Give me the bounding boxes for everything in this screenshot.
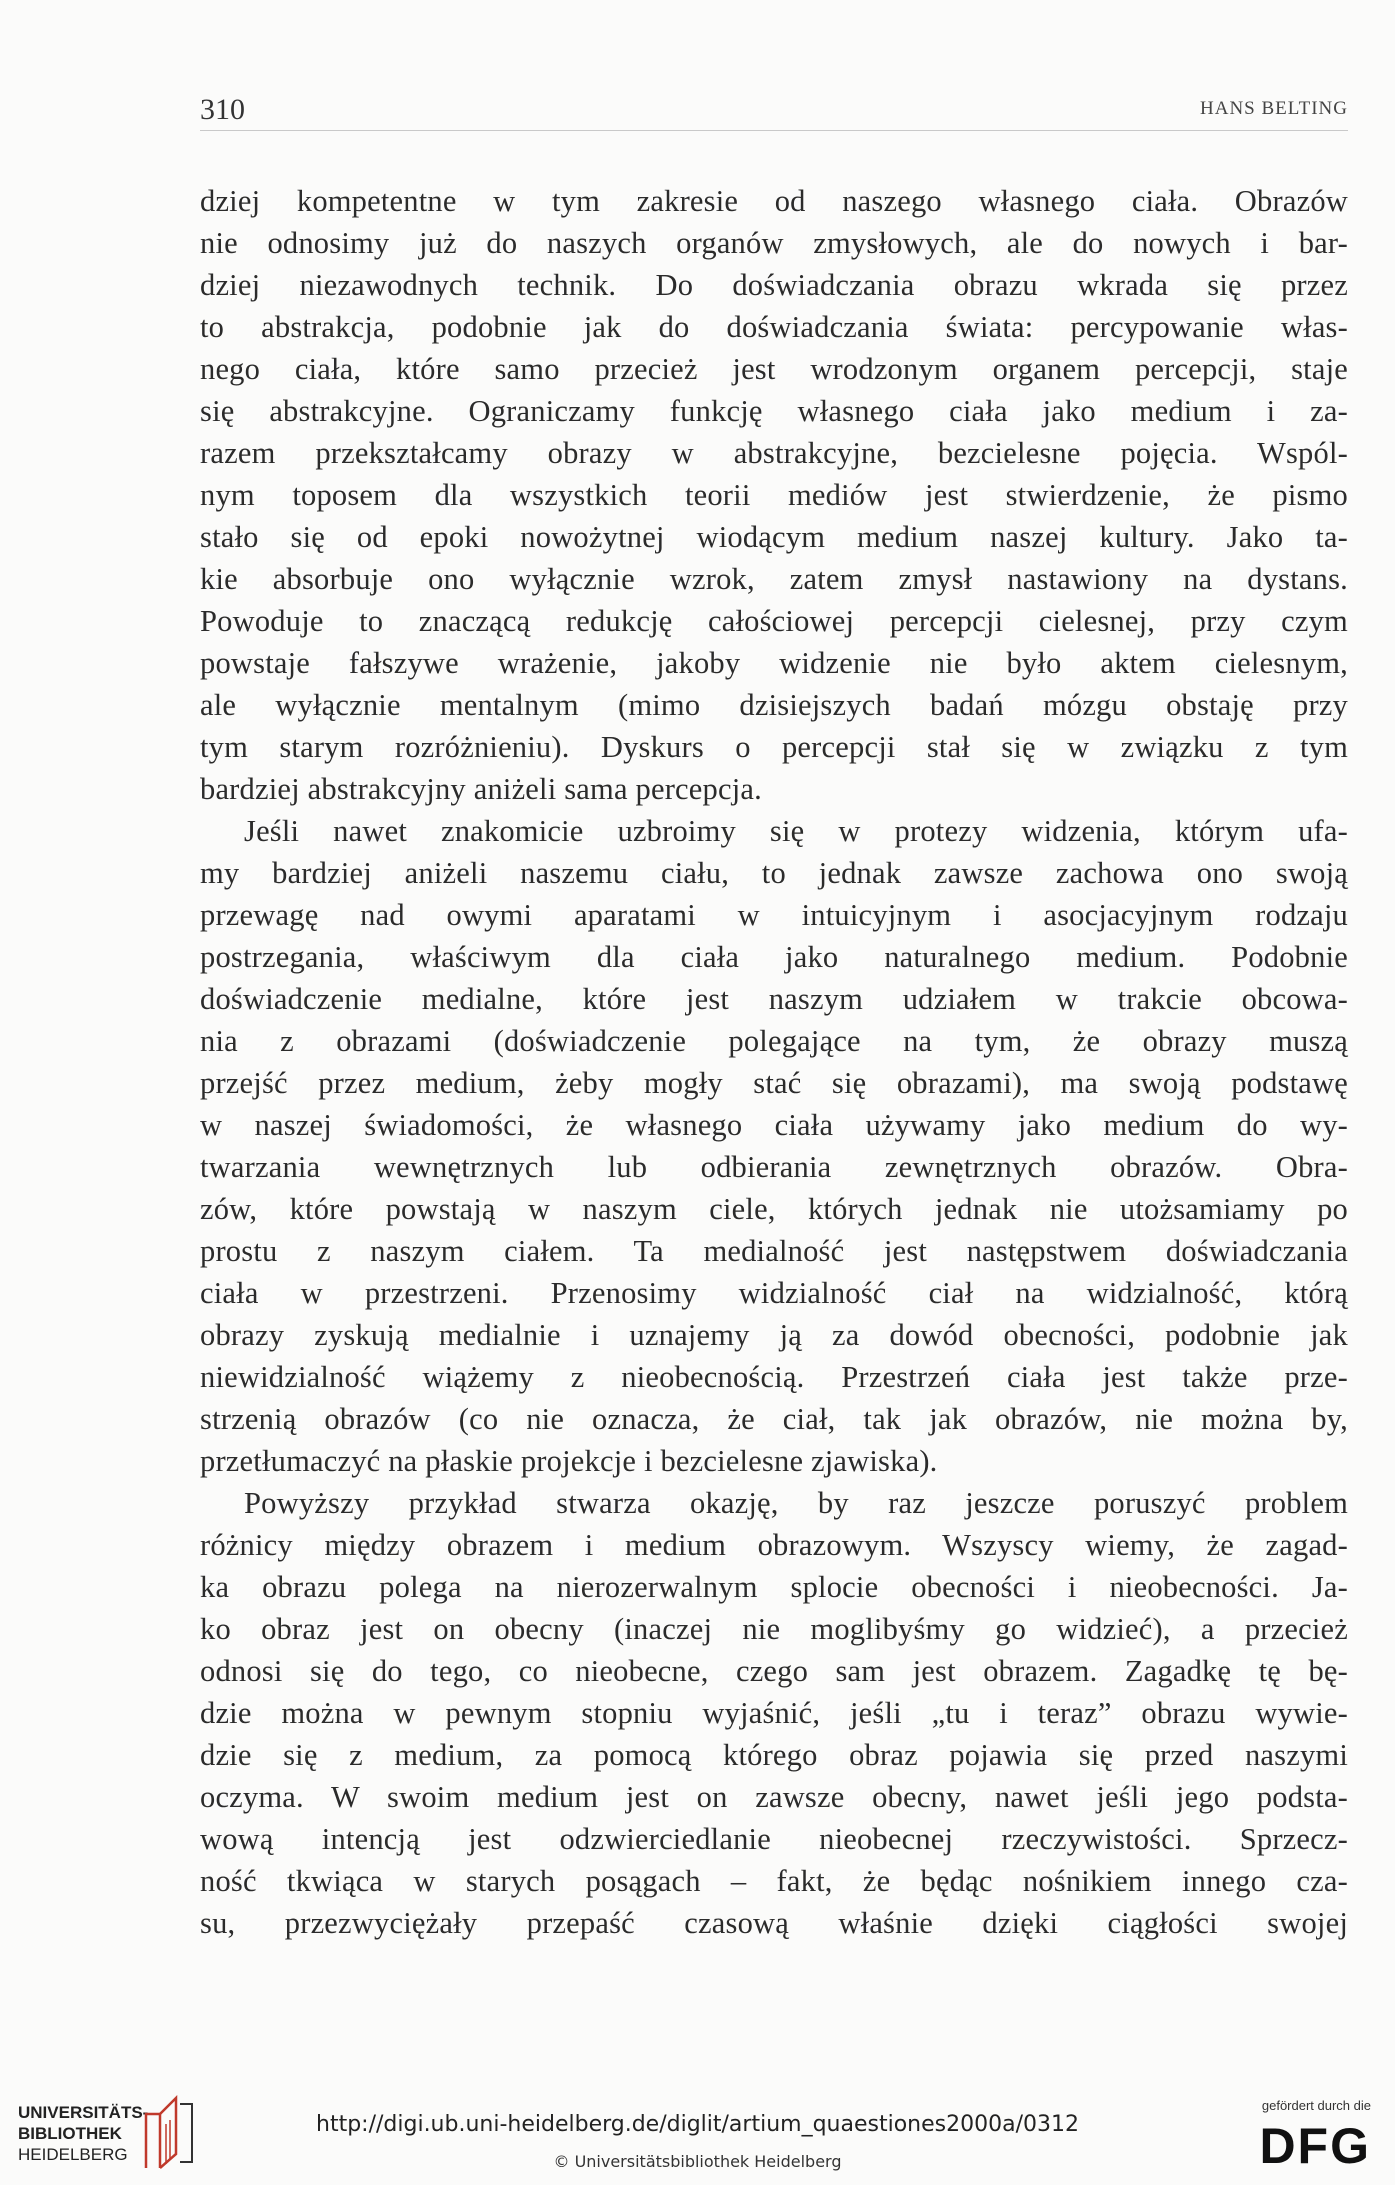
text-line: my bardziej aniżeli naszemu ciału, to jednak zawsze zachowa ono swoją bbox=[200, 856, 1348, 890]
header-rule bbox=[200, 130, 1348, 131]
text-line: kie absorbuje ono wyłącznie wzrok, zatem zmysł nastawiony na dystans. bbox=[200, 562, 1348, 596]
copyright-notice: © Universitätsbibliothek Heidelberg bbox=[553, 2152, 842, 2171]
text-line: dziej kompetentne w tym zakresie od naszego własnego ciała. Obrazów bbox=[200, 184, 1348, 218]
body-text bbox=[200, 180, 1348, 1944]
text-line: postrzegania, właściwym dla ciała jako naturalnego medium. Podobnie bbox=[200, 940, 1348, 974]
text-line: nym toposem dla wszystkich teorii mediów jest stwierdzenie, że pismo bbox=[200, 478, 1348, 512]
page-number: 310 bbox=[200, 93, 245, 126]
text-line: dzie można w pewnym stopniu wyjaśnić, jeśli „tu i teraz” obrazu wywie- bbox=[200, 1696, 1348, 1730]
library-name-line3: HEIDELBERG bbox=[18, 2145, 128, 2164]
text-line: niewidzialność wiążemy z nieobecnością. Przestrzeń ciała jest także prze- bbox=[200, 1360, 1348, 1394]
text-line: tym starym rozróżnieniu). Dyskurs o percepcji stał się w związku z tym bbox=[200, 730, 1348, 764]
text-line: dzie się z medium, za pomocą którego obraz pojawia się przed naszymi bbox=[200, 1738, 1348, 1772]
text-line: w naszej świadomości, że własnego ciała używamy jako medium do wy- bbox=[200, 1108, 1348, 1142]
running-head-author: HANS BELTING bbox=[1200, 98, 1348, 119]
text-line: przewagę nad owymi aparatami w intuicyjnym i asocjacyjnym rodzaju bbox=[200, 898, 1348, 932]
text-line: wową intencją jest odzwierciedlanie nieobecnej rzeczywistości. Sprzecz- bbox=[200, 1822, 1348, 1856]
text-line: twarzania wewnętrznych lub odbierania zewnętrznych obrazów. Obra- bbox=[200, 1150, 1348, 1184]
text-line: nia z obrazami (doświadczenie polegające na tym, że obrazy muszą bbox=[200, 1024, 1348, 1058]
text-line: dziej niezawodnych technik. Do doświadczania obrazu wkrada się przez bbox=[200, 268, 1348, 302]
text-line: ność tkwiąca w starych posągach – fakt, że będąc nośnikiem innego cza- bbox=[200, 1864, 1348, 1898]
paragraph-start-line: Jeśli nawet znakomicie uzbroimy się w protezy widzenia, którym ufa- bbox=[244, 814, 1348, 848]
text-line: nego ciała, które samo przecież jest wrodzonym organem percepcji, staje bbox=[200, 352, 1348, 386]
text-line: odnosi się do tego, co nieobecne, czego sam jest obrazem. Zagadkę tę bę- bbox=[200, 1654, 1348, 1688]
text-line: oczyma. W swoim medium jest on zawsze obecny, nawet jeśli jego podsta- bbox=[200, 1780, 1348, 1814]
text-line: razem przekształcamy obrazy w abstrakcyjne, bezcielesne pojęcia. Wspól- bbox=[200, 436, 1348, 470]
library-name-line2: BIBLIOTHEK bbox=[18, 2124, 122, 2143]
paragraph-start-line: Powyższy przykład stwarza okazję, by raz jeszcze poruszyć problem bbox=[244, 1486, 1348, 1520]
text-line: nie odnosimy już do naszych organów zmysłowych, ale do nowych i bar- bbox=[200, 226, 1348, 260]
text-line: doświadczenie medialne, które jest naszym udziałem w trakcie obcowa- bbox=[200, 982, 1348, 1016]
text-line: ciała w przestrzeni. Przenosimy widzialność ciał na widzialność, którą bbox=[200, 1276, 1348, 1310]
text-line: się abstrakcyjne. Ograniczamy funkcję własnego ciała jako medium i za- bbox=[200, 394, 1348, 428]
funding-note: gefördert durch die bbox=[1261, 2098, 1371, 2113]
text-line: powstaje fałszywe wrażenie, jakoby widzenie nie było aktem cielesnym, bbox=[200, 646, 1348, 680]
text-line: ale wyłącznie mentalnym (mimo dzisiejszych badań mózgu obstaję przy bbox=[200, 688, 1348, 722]
text-line: przetłumaczyć na płaskie projekcje i bezcielesne zjawiska). bbox=[200, 1444, 938, 1478]
text-line: Powoduje to znaczącą redukcję całościowej percepcji cielesnej, przy czym bbox=[200, 604, 1348, 638]
source-url: http://digi.ub.uni-heidelberg.de/diglit/artium_quaestiones2000a/0312 bbox=[316, 2112, 1079, 2137]
running-header bbox=[200, 90, 1348, 130]
text-line: ka obrazu polega na nierozerwalnym splocie obecności i nieobecności. Ja- bbox=[200, 1570, 1348, 1604]
text-line: przejść przez medium, żeby mogły stać się obrazami), ma swoją podstawę bbox=[200, 1066, 1348, 1100]
digitization-footer bbox=[0, 2080, 1395, 2185]
text-line: ko obraz jest on obecny (inaczej nie moglibyśmy go widzieć), a przecież bbox=[200, 1612, 1348, 1646]
text-line: prostu z naszym ciałem. Ta medialność jest następstwem doświadczania bbox=[200, 1234, 1348, 1268]
text-line: strzenią obrazów (co nie oznacza, że ciał, tak jak obrazów, nie można by, bbox=[200, 1402, 1348, 1436]
library-name-line1: UNIVERSITÄTS- bbox=[18, 2103, 149, 2122]
dfg-logo: DFG bbox=[1259, 2118, 1371, 2174]
text-line: zów, które powstają w naszym ciele, których jednak nie utożsamiamy po bbox=[200, 1192, 1348, 1226]
text-line: obrazy zyskują medialnie i uznajemy ją za dowód obecności, podobnie jak bbox=[200, 1318, 1348, 1352]
text-line: bardziej abstrakcyjny aniżeli sama percepcja. bbox=[200, 772, 762, 806]
text-line: to abstrakcja, podobnie jak do doświadczania świata: percypowanie włas- bbox=[200, 310, 1348, 344]
text-line: różnicy między obrazem i medium obrazowym. Wszyscy wiemy, że zagad- bbox=[200, 1528, 1348, 1562]
text-line: stało się od epoki nowożytnej wiodącym medium naszej kultury. Jako ta- bbox=[200, 520, 1348, 554]
text-line: su, przezwyciężały przepaść czasową właśnie dzięki ciągłości swojej bbox=[200, 1906, 1348, 1940]
